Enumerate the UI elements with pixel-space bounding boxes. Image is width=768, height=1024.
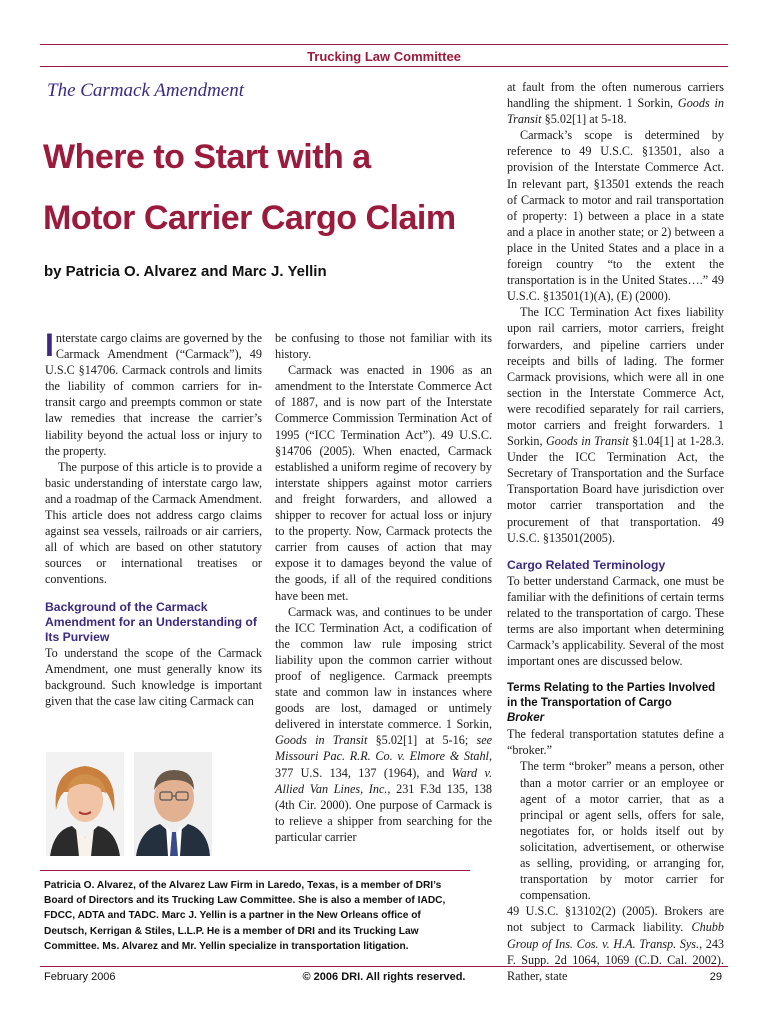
section-title: Trucking Law Committee xyxy=(307,49,461,64)
column-1 xyxy=(45,327,262,709)
liability-paragraph: The ICC Termination Act fixes liability upon rail carriers, motor carriers, freight forwarders, and pipeline carriers under receipts and bills of lading. The former Carmack provisions, which were all in one section in the Interstate Commerce Act, were recodified separately for rail carriers, motor carriers and freight forwarders. 1 Sorkin, Goods in Transit §1.04[1] at 1-28.3. Under the ICC Termination Act, the Secretary of Transportation and the Surface Transportation Board have jurisdiction over motor carrier transportation and the procurement of that transportation. 49 U.S.C. §13501(2005). xyxy=(507,305,724,545)
article-kicker: The Carmack Amendment xyxy=(47,80,245,101)
codification-paragraph: Carmack was, and continues to be under the ICC Termination Act, a codification of the common law rule imposing strict liability upon the common carrier without proof of negligence. Carmack preempts state and common law in instances where goods are lost, damaged or untimely delivered in interstate commerce. 1 Sorkin, Goods in Transit §5.02[1] at 5-16; see Missouri Pac. R.R. Co. v. Elmore & Stahl, 377 U.S. 134, 137 (1964), and Ward v. Allied Van Lines, Inc., 231 F.3d 135, 138 (4th Cir. 2000). One purpose of Carmack is to relieve a shipper from searching for the particular carrier xyxy=(275,604,493,844)
terminology-paragraph: To better understand Carmack, one must be familiar with the definitions of certain terms related to the transportation of cargo. These terms are also important when determining Carmack’s applicability. Several of the most important ones are discussed below. xyxy=(507,573,724,669)
footer-date: February 2006 xyxy=(44,971,116,983)
subhead-parties: Terms Relating to the Parties Involved in the Transportation of Cargo xyxy=(507,682,716,710)
byline: by Patricia O. Alvarez and Marc J. Yellin xyxy=(44,263,327,280)
column-2 xyxy=(275,330,492,845)
author-photo-alvarez xyxy=(46,752,124,856)
broker-intro-paragraph: The federal transportation statutes define a “broker.” xyxy=(507,727,724,758)
bio-rule xyxy=(40,870,470,871)
footer-rule xyxy=(40,966,728,967)
top-rule xyxy=(40,44,728,45)
page-number: 29 xyxy=(709,971,722,983)
purpose-paragraph: The purpose of this article is to provide a basic understanding of interstate cargo law, and a roadmap of the Carmack Amendment. This article does not address cargo claims against sea vessels, railroads or air carriers, all of which are based on other statutory sources or international treatises or conventions. xyxy=(45,459,262,587)
author-bio: Patricia O. Alvarez, of the Alvarez Law Firm in Laredo, Texas, is a member of DRI’s Board of Directors and its Trucking Law Committee. She is also a member of IADC, FDCC, ADTA and TADC. Marc J. Yellin is a partner in the New Orleans office of Deutsch, Kerrigan & Stiles, L.L.P. He is a member of DRI and its Trucking Law Committee. Ms. Alvarez and Mr. Yellin specialize in transportation litigation. xyxy=(44,880,446,952)
headline-line-2: Motor Carrier Cargo Claim xyxy=(43,199,456,237)
headline-line-1: Where to Start with a xyxy=(43,138,371,176)
subhead-background: Background of the Carmack Amendment for an Understanding of Its Purview xyxy=(45,599,257,644)
author-photo-yellin xyxy=(134,752,212,856)
subhead-broker: Broker xyxy=(507,712,545,725)
background-paragraph: To understand the scope of the Carmack Amendment, one must generally know its background. Such knowledge is important given that the case law citing Carmack can xyxy=(45,645,262,708)
broker-definition-quote: The term “broker” means a person, other than a motor carrier or an employee or agent of a motor carrier, that as a principal or agent sells, offers for sale, negotiates for, or holds itself out by solicitation, advertisement, or otherwise as selling, providing, or arranging for, transportation by motor carrier for compensation. xyxy=(520,759,724,903)
section-rule xyxy=(40,66,728,67)
scope-paragraph: Carmack’s scope is determined by reference to 49 U.S.C. §13501, also a provision of the Interstate Commerce Act. In relevant part, §13501 extends the reach of Carmack to motor and rail transportation of property: 1) between a place in a state and a place in another state; or 2) between a place in the United States and a place in a foreign country “to the extent the transportation is in the United States….” 49 U.S.C. §13501(1)(A), (E) (2000). xyxy=(507,128,724,304)
enactment-paragraph: Carmack was enacted in 1906 as an amendment to the Interstate Commerce Act of 1887, and is now part of the Interstate Commerce Commission Termination Act of 1995 (“ICC Termination Act”). 49 U.S.C. §14706 (2005). When enacted, Carmack established a uniform regime of recovery by interstate shippers against motor carriers and freight forwarders, and allowed a shipper to recover for actual loss or injury to the property. Now, Carmack protects the carrier from causes of action that may expose it to damages beyond the value of the goods, if all of the required conditions have been met. xyxy=(275,363,492,603)
fault-paragraph: at fault from the often numerous carriers handling the shipment. 1 Sorkin, Goods in Transit §5.02[1] at 5-18. xyxy=(507,80,724,127)
broker-liability-paragraph: 49 U.S.C. §13102(2) (2005). Brokers are not subject to Carmack liability. Chubb Group of Ins. Cos. v. H.A. Transp. Sys., 243 F. Supp. 2d 1064, 1069 (C.D. Cal. 2002). Rather, state xyxy=(507,904,724,983)
subhead-terminology: Cargo Related Terminology xyxy=(507,557,666,572)
column-3 xyxy=(507,79,724,984)
intro-paragraph: Interstate cargo claims are governed by the Carmack Amendment (“Carmack”), 49 U.S.C §14706. Carmack controls and limits the liability of common carriers for in-transit cargo and preempts common or state law remedies that increase the carrier’s liability beyond the actual loss or injury to the property. xyxy=(45,327,262,458)
history-paragraph: be confusing to those not familiar with its history. xyxy=(275,331,492,362)
footer-copyright: © 2006 DRI. All rights reserved. xyxy=(302,971,466,983)
